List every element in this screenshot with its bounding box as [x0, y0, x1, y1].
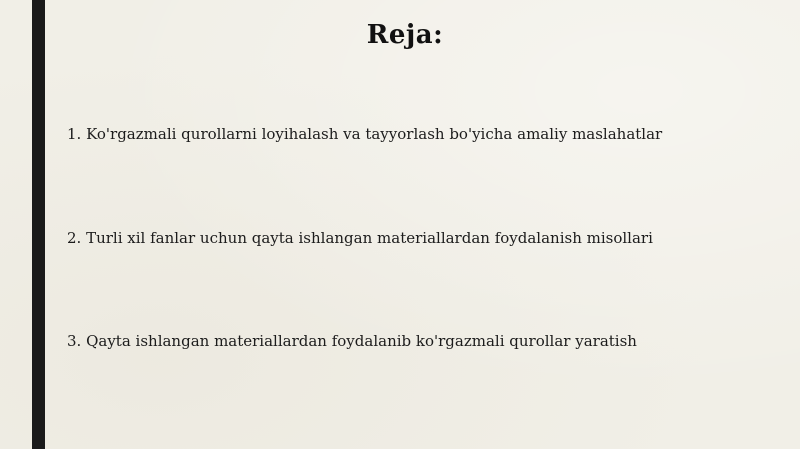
left-accent-bar	[32, 0, 45, 449]
slide-title: Reja:	[366, 20, 444, 50]
plan-item-2: 2. Turli xil fanlar uchun qayta ishlangan materiallardan foydalanish misollari	[67, 229, 653, 247]
plan-item-3: 3. Qayta ishlangan materiallardan foydalanib ko'rgazmali qurollar yaratish	[67, 332, 637, 350]
plan-item-1: 1. Ko'rgazmali qurollarni loyihalash va tayyorlash bo'yicha amaliy maslahatlar	[67, 125, 663, 143]
